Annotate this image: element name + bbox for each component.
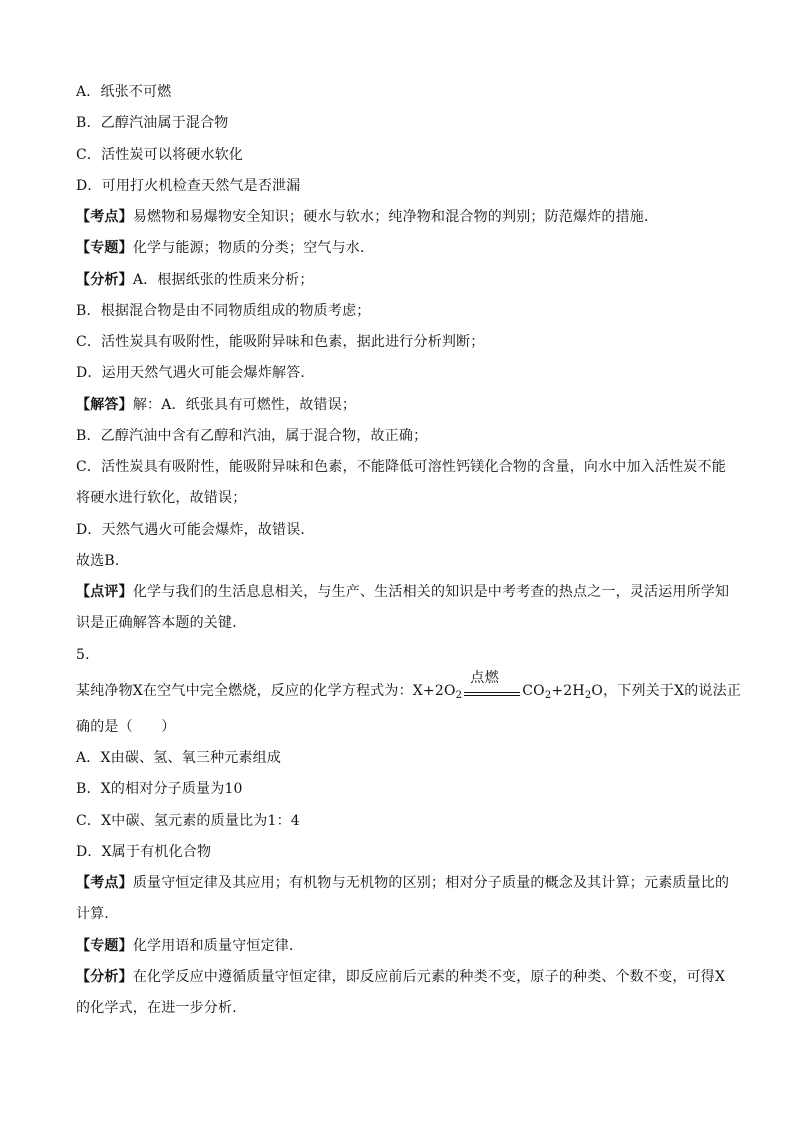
zhuanti-tag: 【专题】 — [76, 240, 133, 256]
q4-fenxi-b: B．根据混合物是由不同物质组成的物质考虑； — [76, 303, 371, 319]
q4-jieda — [76, 396, 726, 414]
q4-zhuanti — [76, 239, 726, 257]
q4-dianping — [76, 583, 730, 601]
q5-option-d: D．X属于有机化合物 — [76, 844, 212, 860]
q4-option-c: C．活性炭可以将硬水软化 — [76, 147, 244, 163]
fenxi-tag: 【分析】 — [76, 272, 133, 288]
kaodian-text: 质量守恒定律及其应用；有机物与无机物的区别；相对分子质量的概念及其计算；元素质量比的 — [132, 875, 730, 891]
reaction-condition: 点燃 — [470, 670, 500, 686]
q4-jieda-d: D．天然气遇火可能会爆炸，故错误． — [76, 522, 315, 538]
dianping-text: 化学与我们的生活息息相关，与生产、生活相关的知识是中考考查的热点之一，灵活运用所学知 — [132, 584, 730, 600]
q5-kaodian-2: 计算． — [76, 906, 119, 922]
q5-h2o: +2H — [551, 683, 585, 699]
zhuanti-text: 化学与能源；物质的分类；空气与水． — [132, 240, 375, 256]
q5-stem-2: 确的是（ ） — [76, 719, 176, 735]
q4-jieda-c: C．活性炭具有吸附性，能吸附异味和色素，不能降低可溶性钙镁化合物的含量，向水中加入活性炭不能 — [76, 459, 726, 475]
q4-jieda-c2: 将硬水进行软化，故错误； — [76, 490, 247, 506]
fenxi-tag: 【分析】 — [76, 969, 133, 985]
equals-sign — [464, 692, 520, 696]
q5-stem — [76, 670, 742, 705]
q4-dianping-2: 识是正确解答本题的关键． — [76, 615, 247, 631]
q5-co2: CO — [522, 683, 545, 699]
q5-fenxi — [76, 968, 726, 986]
q5-number: 5. — [76, 647, 90, 663]
zhuanti-text: 化学用语和质量守恒定律． — [132, 938, 304, 954]
q5-zhuanti — [76, 937, 726, 955]
q4-kaodian — [76, 208, 726, 226]
q5-option-c: C．X中碳、氢元素的质量比为1：4 — [76, 813, 300, 829]
fenxi-text: 在化学反应中遵循质量守恒定律，即反应前后元素的种类不变，原子的种类、个数不变，可得X — [132, 969, 726, 985]
subscript: 2 — [455, 690, 463, 701]
q5-option-a: A．X由碳、氢、氧三种元素组成 — [76, 750, 282, 766]
jieda-text: 解：A．纸张具有可燃性，故错误； — [132, 397, 357, 413]
kaodian-tag: 【考点】 — [76, 209, 133, 225]
subscript: 2 — [544, 690, 552, 701]
q5-stem-pre: 某纯净物X在空气中完全燃烧，反应的化学方程式为：X+2O — [76, 683, 456, 699]
kaodian-tag: 【考点】 — [76, 875, 133, 891]
q5-stem-post: O，下列关于X的说法正 — [591, 683, 742, 699]
zhuanti-tag: 【专题】 — [76, 938, 133, 954]
q4-jieda-b: B．乙醇汽油中含有乙醇和汽油，属于混合物，故正确； — [76, 428, 428, 444]
q5-option-b: B．X的相对分子质量为10 — [76, 781, 243, 797]
q5-fenxi-2: 的化学式，在进一步分析． — [76, 1000, 247, 1016]
q4-fenxi-d: D．运用天然气遇火可能会爆炸解答． — [76, 365, 315, 381]
dianping-tag: 【点评】 — [76, 584, 133, 600]
kaodian-text: 易燃物和易爆物安全知识；硬水与软水；纯净物和混合物的判别；防范爆炸的措施． — [132, 209, 659, 225]
q5-kaodian — [76, 874, 730, 892]
reaction-arrow — [464, 670, 520, 700]
q4-fenxi — [76, 271, 726, 289]
subscript: 2 — [584, 690, 592, 701]
q4-option-b: B．乙醇汽油属于混合物 — [76, 115, 229, 131]
q4-option-a: A．纸张不可燃 — [76, 84, 172, 100]
fenxi-text: A．根据纸张的性质来分析； — [132, 272, 314, 288]
q4-answer: 故选B． — [76, 553, 130, 569]
q4-fenxi-c: C．活性炭具有吸附性，能吸附异味和色素，据此进行分析判断； — [76, 334, 485, 350]
jieda-tag: 【解答】 — [76, 397, 133, 413]
q4-option-d: D．可用打火机检查天然气是否泄漏 — [76, 178, 301, 194]
